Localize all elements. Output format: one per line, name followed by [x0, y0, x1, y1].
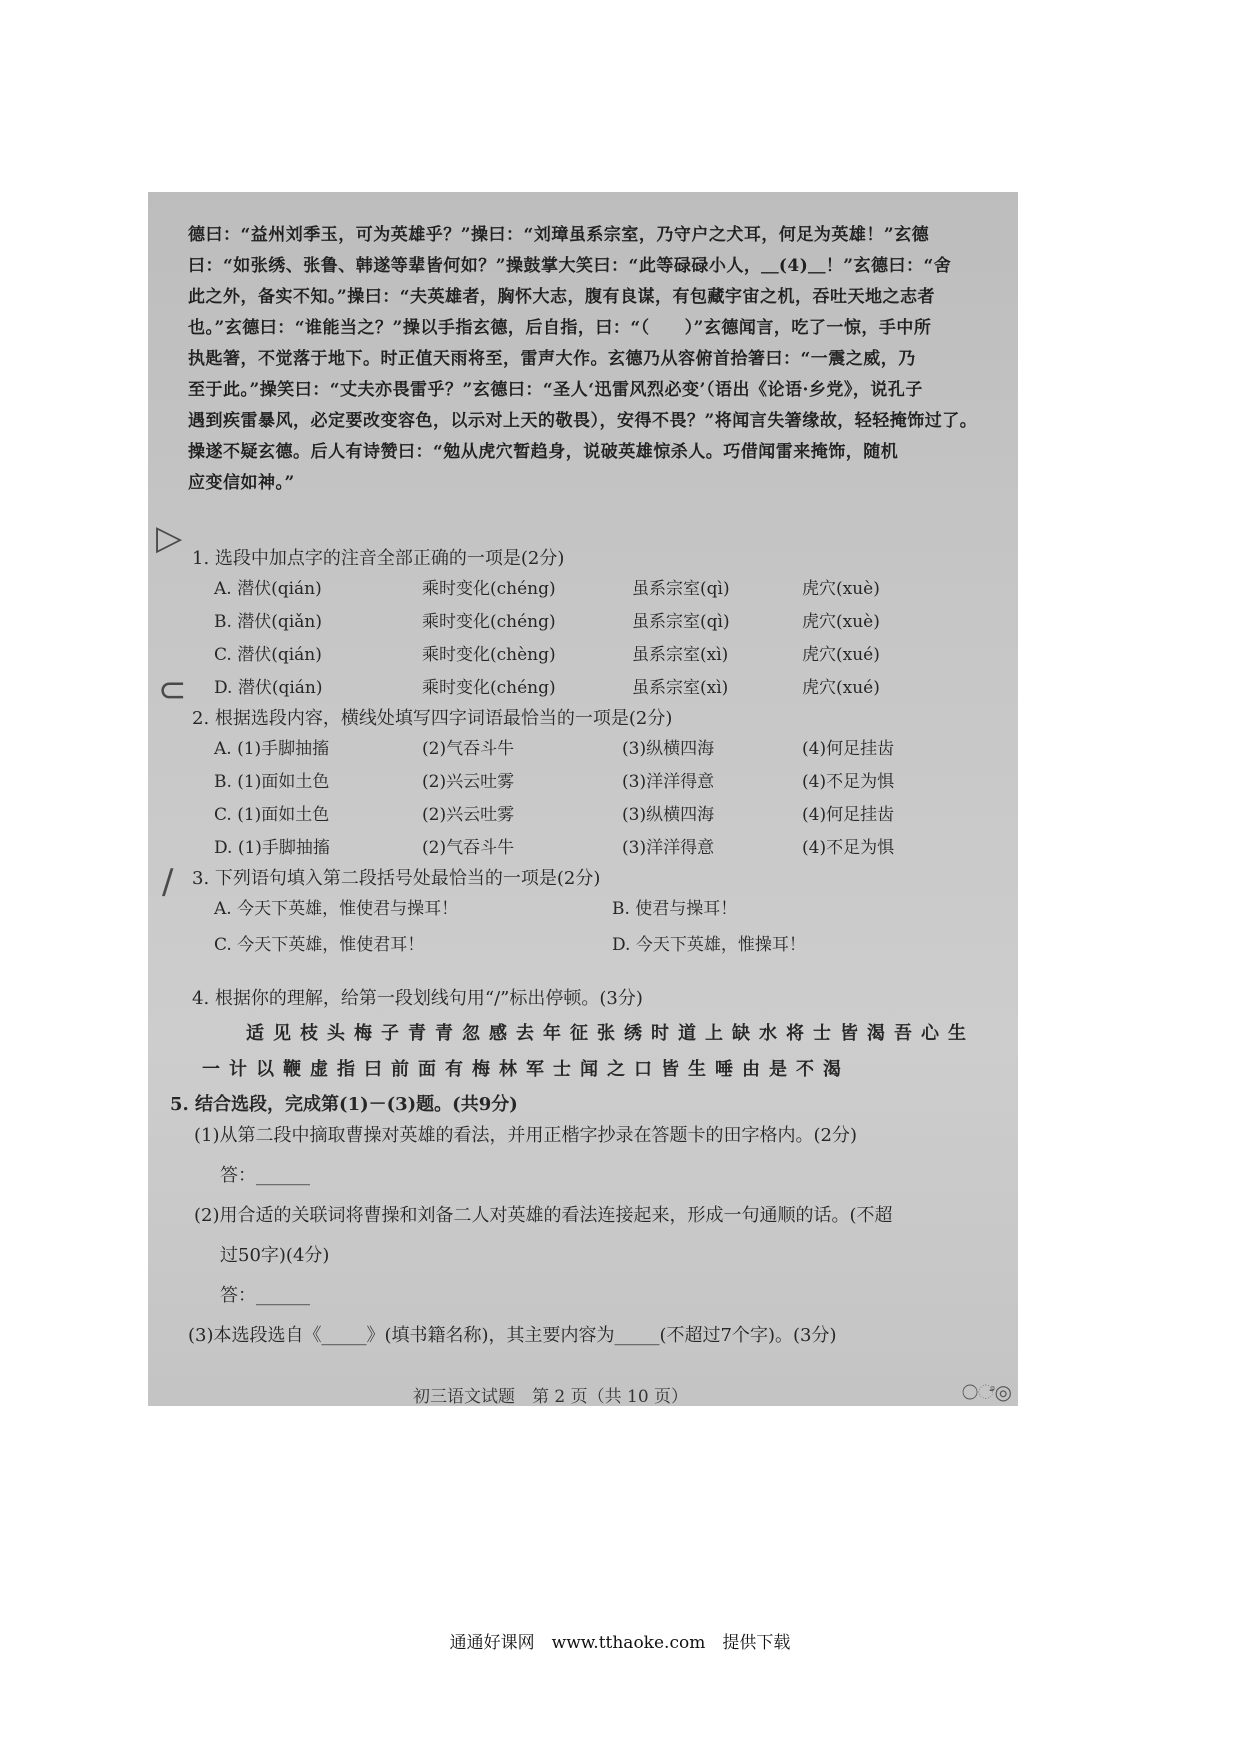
option-cell: A. (1)手脚抽搐 — [214, 739, 330, 759]
option-d: D. 今天下英雄，惟操耳！ — [612, 935, 806, 955]
question-stem: 1. 选段中加点字的注音全部正确的一项是(2分) — [192, 548, 565, 569]
option-cell: 乘时变化(chéng) — [422, 678, 556, 698]
question-5 — [170, 1090, 893, 1356]
question-stem: 3. 下列语句填入第二段括号处最恰当的一项是(2分) — [192, 868, 601, 889]
option-cell: 虽系宗室(qì) — [632, 579, 730, 599]
option-cell: 虎穴(xué) — [802, 678, 880, 698]
option-cell: A. 潜伏(qián) — [214, 579, 322, 599]
option-cell: (3)洋洋得意 — [622, 772, 715, 792]
question-stem: 2. 根据选段内容，横线处填写四字词语最恰当的一项是(2分) — [192, 708, 673, 729]
option-c: C. 今天下英雄，惟使君耳！ — [214, 935, 425, 955]
passage-line: 操遂不疑玄德。后人有诗赞曰：“勉从虎穴暂趋身，说破英雄惊杀人。巧借闻雷来掩饰，随机 — [188, 442, 899, 462]
exam-page-footer: 初三语文试题 第 2 页（共 10 页） — [413, 1387, 689, 1406]
option-cell: (2)气吞斗牛 — [422, 739, 515, 759]
option-cell: B. (1)面如土色 — [214, 772, 330, 792]
option-cell: (4)不足为惧 — [802, 838, 895, 858]
sub-question-1: (1)从第二段中摘取曹操对英雄的看法，并用正楷字抄录在答题卡的田字格内。(2分) — [194, 1125, 857, 1146]
option-cell: C. (1)面如土色 — [214, 805, 330, 825]
option-cell: (4)何足挂齿 — [802, 739, 895, 759]
option-cell: D. (1)手脚抽搐 — [214, 838, 330, 858]
option-cell: 虎穴(xuè) — [802, 579, 880, 599]
passage-line: 执匙箸，不觉落于地下。时正值天雨将至，雷声大作。玄德乃从容俯首拾箸曰：“一震之威，乃 — [188, 349, 916, 369]
pause-text-line: 适见枝头梅子青青忽感去年征张绣时道上缺水将士皆渴吾心生 — [246, 1023, 975, 1044]
passage-line: 曰：“如张绣、张鲁、韩遂等辈皆何如？”操鼓掌大笑曰：“此等碌碌小人，＿(4)＿！”玄德曰：“舍 — [188, 256, 952, 276]
sub-question-3: (3)本选段选自《_____》(填书籍名称)，其主要内容为_____(不超过7个字)。(3分) — [188, 1325, 837, 1346]
passage-line: 至于此。”操笑曰：“丈夫亦畏雷乎？”玄德曰：“圣人‘迅雷风烈必变’（语出《论语·乡党》，说孔子 — [188, 380, 923, 400]
option-cell: 乘时变化(chèng) — [422, 645, 556, 665]
option-row — [192, 734, 895, 767]
option-cell: (3)纵横四海 — [622, 739, 715, 759]
passage-line: 遇到疾雷暴风，必定要改变容色，以示对上天的敬畏），安得不畏？”将闻言失箸缘故，轻轻掩饰过了。 — [188, 411, 978, 431]
option-cell: 虎穴(xué) — [802, 645, 880, 665]
option-cell: (2)气吞斗牛 — [422, 838, 515, 858]
question-4 — [192, 984, 975, 1088]
passage-line: 也。”玄德曰：“谁能当之？”操以手指玄德，后自指，曰：“（ ）”玄德闻言，吃了一惊，手中所 — [188, 318, 932, 338]
question-2 — [192, 704, 895, 866]
option-row — [192, 607, 880, 640]
option-cell: (2)兴云吐雾 — [422, 772, 515, 792]
option-cell: B. 潜伏(qiǎn) — [214, 612, 322, 632]
option-cell: (3)纵横四海 — [622, 805, 715, 825]
question-stem: 5. 结合选段，完成第(1)－(3)题。(共9分) — [170, 1094, 518, 1115]
option-row — [192, 833, 895, 866]
passage — [188, 220, 988, 499]
passage-line: 应变信如神。” — [188, 473, 295, 493]
pause-text-line: 一计以鞭虚指曰前面有梅林军士闻之口皆生唾由是不渴 — [202, 1059, 850, 1080]
question-stem: 4. 根据你的理解，给第一段划线句用“/”标出停顿。(3分) — [192, 988, 643, 1009]
handwritten-mark-d: ▷ — [156, 518, 183, 558]
handwritten-mark-a: ∕ — [162, 862, 174, 902]
site-footer: 通通好课网 www.tthaoke.com 提供下载 — [449, 1633, 791, 1653]
option-a: A. 今天下英雄，惟使君与操耳！ — [214, 899, 459, 919]
option-cell: (3)洋洋得意 — [622, 838, 715, 858]
option-cell: 乘时变化(chéng) — [422, 612, 556, 632]
option-row — [192, 894, 738, 930]
option-cell: (2)兴云吐雾 — [422, 805, 515, 825]
exam-photo — [148, 192, 1018, 1406]
sub-question-2: (2)用合适的关联词将曹操和刘备二人对英雄的看法连接起来，形成一句通顺的话。(不超 — [194, 1205, 893, 1226]
option-row — [192, 574, 880, 607]
option-row — [192, 640, 880, 673]
option-row — [192, 930, 806, 966]
option-b: B. 使君与操耳！ — [612, 899, 738, 919]
handwritten-mark-c: ⊂ — [158, 670, 187, 710]
answer-line-1: 答：______ — [220, 1165, 310, 1186]
option-cell: 虎穴(xuè) — [802, 612, 880, 632]
option-cell: D. 潜伏(qián) — [214, 678, 323, 698]
passage-line: 此之外，备实不知。”操曰：“夫英雄者，胸怀大志，腹有良谋，有包藏宇宙之机，吞吐天地之志者 — [188, 287, 936, 307]
question-3 — [192, 864, 806, 966]
passage-line: 德曰：“益州刘季玉，可为英雄乎？”操曰：“刘璋虽系宗室，乃守户之犬耳，何足为英雄！”玄德 — [188, 225, 930, 245]
question-1 — [192, 544, 880, 706]
option-cell: (4)不足为惧 — [802, 772, 895, 792]
option-row — [192, 673, 880, 706]
option-cell: (4)何足挂齿 — [802, 805, 895, 825]
option-cell: 虽系宗室(xì) — [632, 678, 729, 698]
option-row — [192, 767, 895, 800]
option-cell: C. 潜伏(qián) — [214, 645, 322, 665]
option-row — [192, 800, 895, 833]
corner-scribble: ○ೆ◎ — [962, 1380, 1012, 1404]
answer-line-2: 答：______ — [220, 1285, 310, 1306]
sub-question-2-cont: 过50字)(4分) — [220, 1245, 330, 1266]
option-cell: 虽系宗室(qì) — [632, 612, 730, 632]
option-cell: 乘时变化(chéng) — [422, 579, 556, 599]
option-cell: 虽系宗室(xì) — [632, 645, 729, 665]
